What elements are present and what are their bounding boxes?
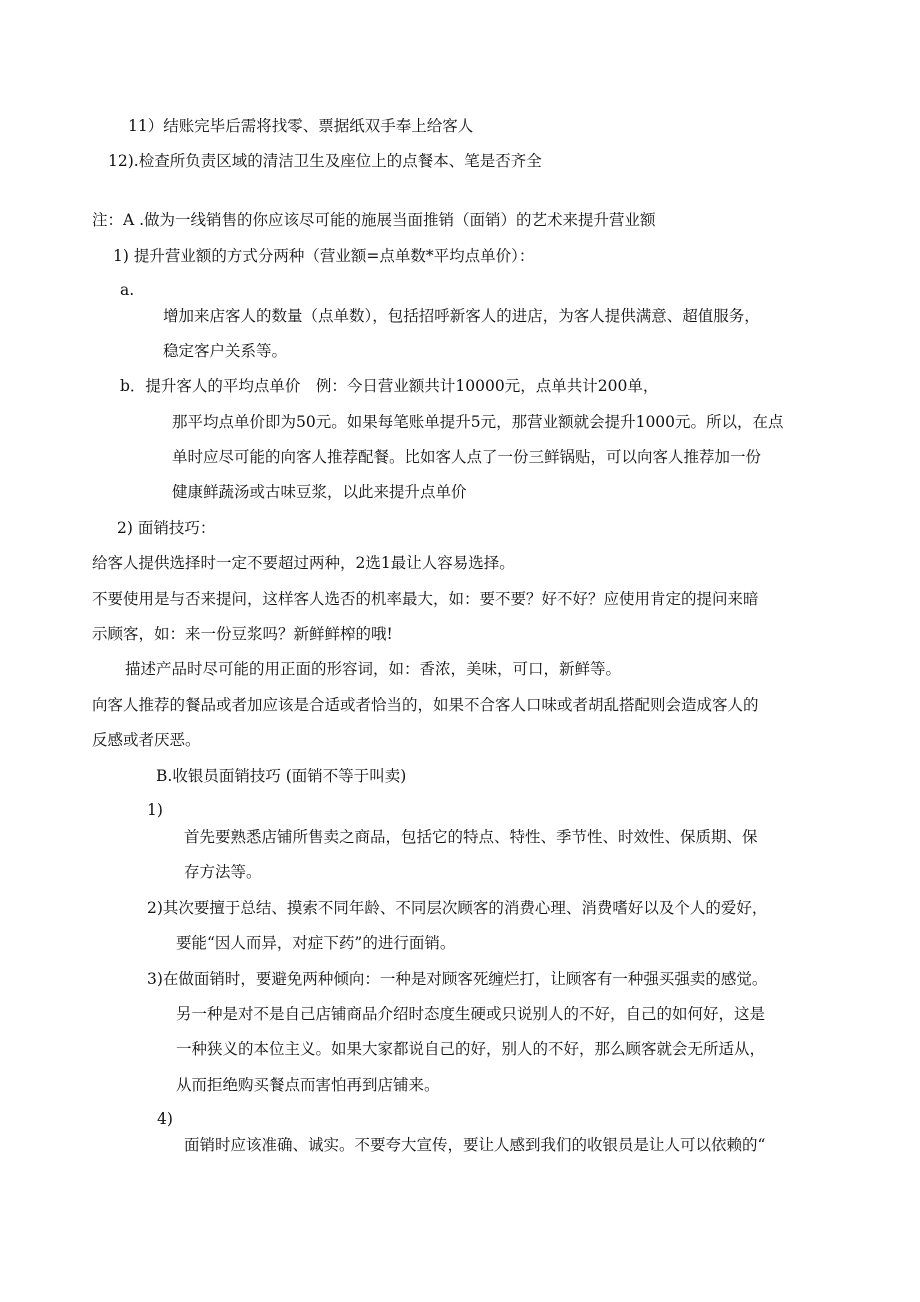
text-line-section-b: B.收银员面销技巧 (面销不等于叫卖) bbox=[156, 767, 407, 785]
text-line: 反感或者厌恶。 bbox=[92, 731, 201, 749]
text-line-b4-marker: 4) bbox=[157, 1110, 173, 1128]
text-line: 不要使用是与否来提问，这样客人选否的机率最大，如：要不要？好不好？应使用肯定的提问来暗 bbox=[92, 590, 759, 608]
text-line: 存方法等。 bbox=[184, 863, 262, 881]
text-line-point-2: 2) 面销技巧： bbox=[117, 519, 216, 537]
text-line: 一种狭义的本位主义。如果大家都说自己的好，别人的不好，那么顾客就会无所适从， bbox=[176, 1040, 766, 1058]
text-line-b2: 2)其次要擅于总结、摸索不同年龄、不同层次顾客的消费心理、消费嗜好以及个人的爱好， bbox=[147, 899, 768, 917]
text-line: 那平均点单价即为50元。如果每笔账单提升5元，那营业额就会提升1000元。所以，在点 bbox=[172, 413, 784, 431]
text-line: 从而拒绝购买餐点而害怕再到店铺来。 bbox=[176, 1076, 440, 1094]
text-line: 示顾客，如：来一份豆浆吗？新鲜鲜榨的哦! bbox=[92, 625, 393, 643]
text-line: 给客人提供选择时一定不要超过两种，2选1最让人容易选择。 bbox=[92, 554, 515, 572]
text-line: 单时应尽可能的向客人推荐配餐。比如客人点了一份三鲜锅贴，可以向客人推荐加一份 bbox=[172, 448, 762, 466]
text-line-b: b．提升客人的平均点单价 例：今日营业额共计10000元，点单共计200单， bbox=[120, 377, 659, 395]
text-line: 首先要熟悉店铺所售卖之商品，包括它的特点、特性、季节性、时效性、保质期、保 bbox=[184, 828, 758, 846]
text-line-item-12: 12).检查所负责区域的清洁卫生及座位上的点餐本、笔是否齐全 bbox=[108, 152, 542, 170]
text-line: 要能“因人而异，对症下药”的进行面销。 bbox=[176, 934, 456, 952]
text-line: 面销时应该准确、诚实。不要夸大宣传，要让人感到我们的收银员是让人可以依赖的“ bbox=[184, 1136, 766, 1154]
text-line-b3: 3)在做面销时，要避免两种倾向：一种是对顾客死缠烂打，让顾客有一种强买强卖的感觉。 bbox=[147, 970, 768, 988]
text-line-item-11: 11）结账完毕后需将找零、票据纸双手奉上给客人 bbox=[128, 117, 474, 135]
text-line-b1-marker: 1) bbox=[147, 801, 163, 819]
text-line: 稳定客户关系等。 bbox=[163, 342, 288, 360]
text-line-point-1: 1) 提升营业额的方式分两种（营业额=点单数*平均点单价）： bbox=[113, 247, 535, 265]
text-line: 增加来店客人的数量（点单数），包括招呼新客人的进店，为客人提供满意、超值服务， bbox=[163, 307, 760, 325]
text-line-note-a: 注：A .做为一线销售的你应该尽可能的施展当面推销（面销）的艺术来提升营业额 bbox=[92, 211, 656, 229]
text-line: 另一种是对不是自己店铺商品介绍时态度生硬或只说别人的不好，自己的如何好，这是 bbox=[176, 1005, 766, 1023]
text-line-a-marker: a. bbox=[120, 281, 135, 299]
text-line: 描述产品时尽可能的用正面的形容词，如：香浓，美味，可口，新鲜等。 bbox=[125, 660, 622, 678]
text-line: 向客人推荐的餐品或者加应该是合适或者恰当的，如果不合客人口味或者胡乱搭配则会造成客人的 bbox=[92, 696, 759, 714]
text-line: 健康鲜蔬汤或古味豆浆，以此来提升点单价 bbox=[172, 483, 467, 501]
